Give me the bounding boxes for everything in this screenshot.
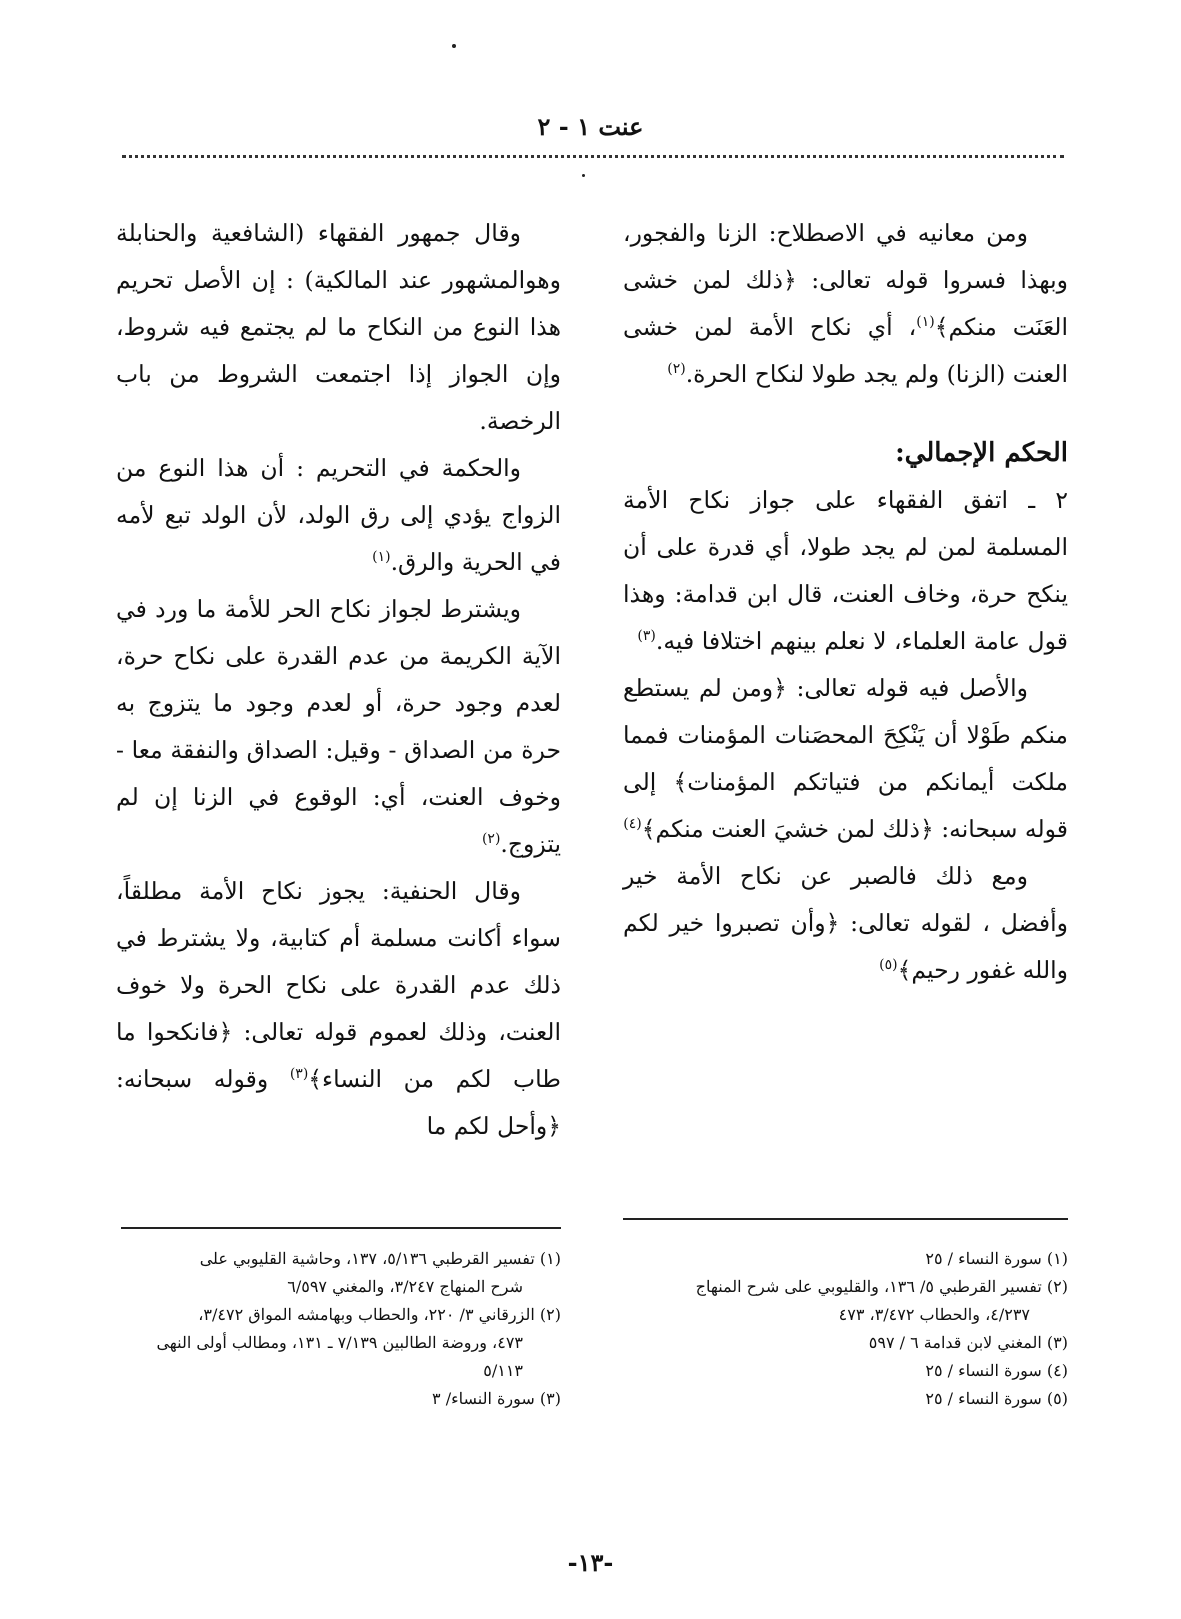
paragraph (116, 868, 561, 1150)
footnote-continuation: ٤/٢٣٧، والحطاب ٣/٤٧٢، ٤٧٣ (838, 1305, 1030, 1324)
paragraph-text: وقوله سبحانه: ﴿وأحل لكم ما (116, 1065, 561, 1140)
paragraph (116, 586, 561, 868)
footnote-ref: (٣) (289, 1066, 309, 1083)
footnote-text: المغني لابن قدامة ٦ / ٥٩٧ (868, 1333, 1042, 1352)
paragraph-text: ومن معانيه في الاصطلاح: الزنا والفجور، وبهذا فسروا قوله تعالى: ﴿ذلك لمن خشى العَنَت منكم﴾ (623, 219, 1068, 341)
scan-speck (452, 44, 456, 48)
footnote (116, 1245, 561, 1301)
footnote-number: (١) (1046, 1249, 1068, 1268)
paragraph-text: ، أي نكاح الأمة لمن خشى العنت (الزنا) ولم يجد طولا لنكاح الحرة. (623, 313, 1068, 388)
paragraph-text: وقال الحنفية: يجوز نكاح الأمة مطلقاً، سواء أكانت مسلمة أم كتابية، ولا يشترط في ذلك عدم القدرة على نكاح الحرة ولا خوف العنت، وذلك لعموم قوله تعالى: ﴿فانكحوا ما طاب لكم من النساء﴾ (116, 877, 561, 1093)
footnote-text: سورة النساء / ٢٥ (925, 1249, 1042, 1268)
footnote-continuation: ٤٧٣، وروضة الطالبين ٧/١٣٩ ـ ١٣١، ومطالب أولى النهى ٥/١١٣ (156, 1333, 523, 1380)
footnote-ref: (٢) (481, 831, 501, 848)
paragraph (623, 210, 1068, 398)
footnote-number: (٥) (1046, 1389, 1068, 1408)
section-heading: الحكم الإجمالي: (895, 438, 1068, 468)
right-column (623, 210, 1068, 994)
footnote-number: (٢) (1046, 1277, 1068, 1296)
footnote-text: سورة النساء / ٢٥ (925, 1389, 1042, 1408)
scan-speck (582, 174, 585, 177)
paragraph: وقال جمهور الفقهاء (الشافعية والحنابلة وهوالمشهور عند المالكية) : إن الأصل تحريم هذا النوع من النكاح ما لم يجتمع فيه شروط، وإن الجواز إذا اجتمعت الشروط من باب الرخصة. (116, 219, 561, 435)
footnote-number: (٣) (539, 1389, 561, 1408)
footnote (623, 1329, 1068, 1357)
page-header-title: عنت ١ - ٢ (537, 112, 644, 141)
footnote-ref: (١) (372, 549, 391, 566)
footnote (623, 1273, 1068, 1329)
footnote-number: (٤) (1046, 1361, 1068, 1380)
footnote-divider (623, 1218, 1068, 1220)
footnotes-left (116, 1245, 561, 1413)
footnote-divider (121, 1227, 561, 1229)
footnote-text: تفسير القرطبي ٥/١٣٦، ١٣٧، وحاشية القليوبي على (199, 1249, 535, 1268)
footnote-ref: (١) (916, 314, 935, 331)
footnote-number: (٢) (539, 1305, 561, 1324)
footnotes-right (623, 1245, 1068, 1413)
paragraph (116, 445, 561, 586)
footnote (623, 1245, 1068, 1273)
footnote-ref: (٢) (667, 361, 686, 378)
footnote-number: (٣) (1046, 1333, 1068, 1352)
footnote (116, 1301, 561, 1385)
footnote-ref: (٤) (623, 816, 642, 833)
left-column (116, 210, 561, 1150)
paragraph-text: ويشترط لجواز نكاح الحر للأمة ما ورد في الآية الكريمة من عدم القدرة على نكاح حرة، لعدم وجود حرة، أو لعدم وجود ما يتزوج به حرة من الصداق - وقيل: الصداق والنفقة معا - وخوف العنت، أي: الوقوع في الزنا إن لم يتزوج. (116, 595, 561, 858)
paragraph (623, 853, 1068, 994)
footnote-continuation: شرح المنهاج ٣/٢٤٧، والمغني ٦/٥٩٧ (287, 1277, 523, 1296)
footnote-number: (١) (539, 1249, 561, 1268)
paragraph-text: والأصل فيه قوله تعالى: ﴿ومن لم يستطع منكم طَوْلا أن يَنْكِحَ المحصَنات المؤمنات فمما ملكت أيمانكم من فتياتكم المؤمنات﴾ إلى قوله سبحانه: ﴿ذلك لمن خشيَ العنت منكم﴾ (623, 674, 1068, 843)
paragraph-text: والحكمة في التحريم : أن هذا النوع من الزواج يؤدي إلى رق الولد، لأن الولد تبع لأمه في الحرية والرق. (116, 454, 561, 576)
footnote-text: سورة النساء / ٢٥ (925, 1361, 1042, 1380)
footnote-ref: (٥) (879, 957, 898, 974)
footnote-text: سورة النساء/ ٣ (432, 1389, 535, 1408)
footnote-text: الزرقاني ٣/ ٢٢٠، والحطاب وبهامشه المواق ٣/٤٧٢، (198, 1305, 535, 1324)
header-divider (122, 155, 1064, 158)
footnote-text: تفسير القرطبي ٥/ ١٣٦، والقليوبي على شرح المنهاج (695, 1277, 1042, 1296)
page-number: -١٣- (567, 1548, 614, 1577)
footnote (116, 1385, 561, 1413)
footnote (623, 1357, 1068, 1385)
footnote (623, 1385, 1068, 1413)
paragraph-text: ٢ ـ اتفق الفقهاء على جواز نكاح الأمة المسلمة لمن لم يجد طولا، أي قدرة على أن ينكح حرة، وخاف العنت، قال ابن قدامة: وهذا قول عامة العلماء، لا نعلم بينهم اختلافا فيه. (623, 486, 1068, 655)
paragraph (623, 477, 1068, 665)
footnote-ref: (٣) (637, 628, 656, 645)
paragraph (623, 665, 1068, 853)
paragraph-text: ومع ذلك فالصبر عن نكاح الأمة خير وأفضل ، لقوله تعالى: ﴿وأن تصبروا خير لكم والله غفور رحيم﴾ (623, 862, 1068, 984)
